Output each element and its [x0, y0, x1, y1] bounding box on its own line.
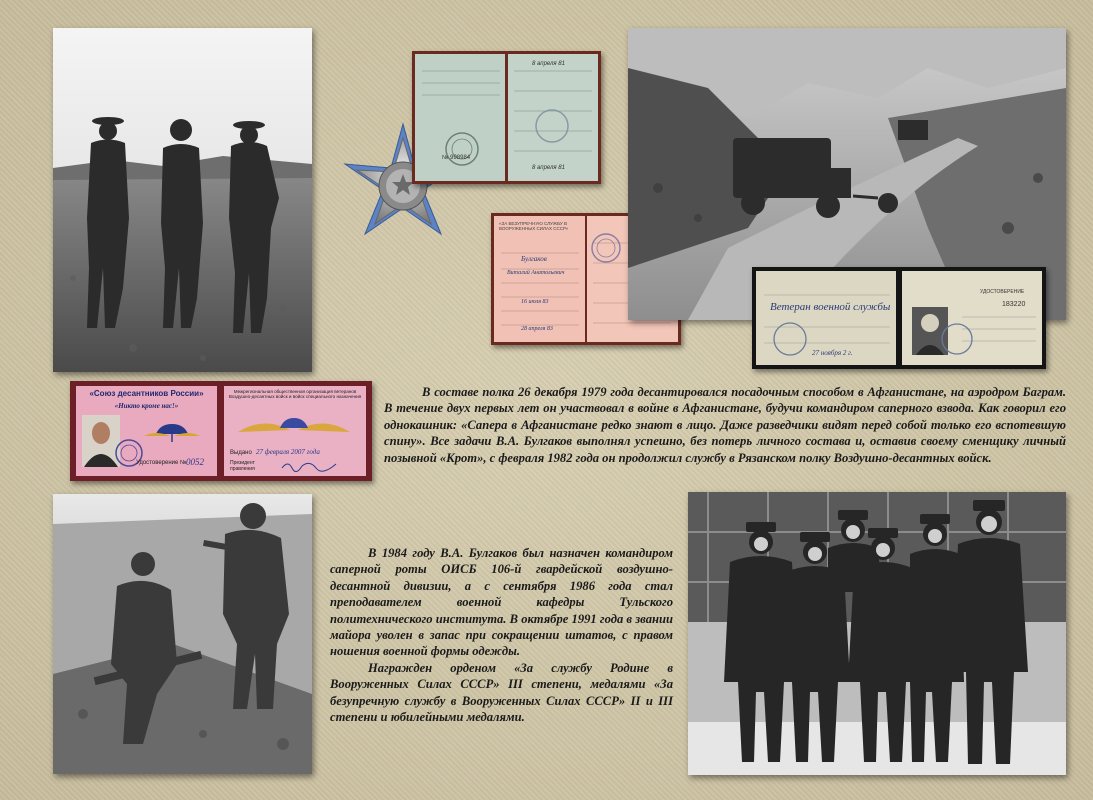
certificate-name: Виталий Анатольевич: [507, 270, 565, 276]
card-president-label: Президент правления: [230, 460, 255, 472]
card-issued-label: Выдано: [230, 450, 252, 456]
photo-soldiers-with-radio: [53, 494, 312, 774]
card-right-page: [224, 386, 366, 476]
veteran-card: [752, 267, 1046, 369]
card-issued-date: 27 февраля 2007 года: [256, 448, 320, 456]
order-booklet: [412, 51, 601, 184]
parachute-wings-icon: [142, 420, 202, 444]
certificate-surname: Булгаков: [521, 255, 547, 263]
card-left-page: [76, 386, 217, 476]
veteran-card-heading: УДОСТОВЕРЕНИЕ: [980, 289, 1025, 295]
biography-paragraph-career: [330, 545, 673, 725]
signature-mark: [280, 458, 340, 472]
card-number-label: Удостоверение №: [136, 460, 187, 466]
certificate-date-2: 28 апреля 83: [521, 326, 553, 332]
paragraph-awards-text: Награжден орденом «За службу Родине в Вооруженных Силах СССР» III степени, медалями «За безупречную службу в Вооруженных Силах СССР» II и III степени и юбилейными медалями.: [330, 660, 673, 725]
booklet-date-top: 8 апреля 81: [532, 61, 565, 67]
veteran-card-date: 27 ноября 2 г.: [812, 349, 853, 357]
paratrooper-union-card: [70, 381, 372, 481]
card-motto: «Никто кроме нас!»: [114, 402, 179, 410]
certificate-date: 16 июля 83: [521, 299, 549, 305]
certificate-heading: «ЗА БЕЗУПРЕЧНУЮ СЛУЖБУ В ВООРУЖЕННЫХ СИЛАХ СССР»: [499, 221, 569, 231]
photo-three-soldiers: [53, 28, 312, 372]
card-org-text: Межрегиональная общественная организация ветеранов Воздушно-десантных войск и войск специального назначения: [228, 389, 362, 400]
card-union-title: «Союз десантников России»: [89, 389, 204, 398]
veteran-card-title: Ветеран военной службы: [770, 301, 891, 313]
card-number: 0052: [186, 457, 204, 467]
veteran-card-number: 183220: [1002, 301, 1026, 308]
photo-group-of-officers: [688, 492, 1066, 775]
biography-paragraph-afghanistan: [384, 384, 1066, 466]
paragraph-career-text: В 1984 году В.А. Булгаков был назначен командиром саперной роты ОИСБ 106-й гвардейской воздушно-десантной дивизии, а с сентября 1986 года стал преподавателем военной кафедры Тульского политехнического института. В октябре 1991 года в звании майора уволен в запас при сокращении штатов, с правом ношения военной формы одежды.: [330, 546, 673, 659]
parachute-wings-icon-large: [234, 412, 354, 442]
paragraph-afghanistan-text: В составе полка 26 декабря 1979 года десантировался посадочным способом в Афганистане, на аэродром Баграм. В течение двух первых лет он участвовал в войне в Афганистане, будучи командиром саперного взвода. Как говорил его однокашник: «Сапера в Афганистане редко знают в лицо. Даже разведчики видят перед собой только его вспотевшую спину». Все задачи В.А. Булгаков выполнял успешно, без потерь личного состава и, оставив своему сменщику личный позывной «Крот», с февраля 1982 года он продолжил службу в Рязанском полку Воздушно-десантных войск.: [384, 385, 1066, 465]
booklet-number: № 998984: [442, 155, 471, 161]
booklet-date-bottom: 8 апреля 81: [532, 165, 565, 171]
